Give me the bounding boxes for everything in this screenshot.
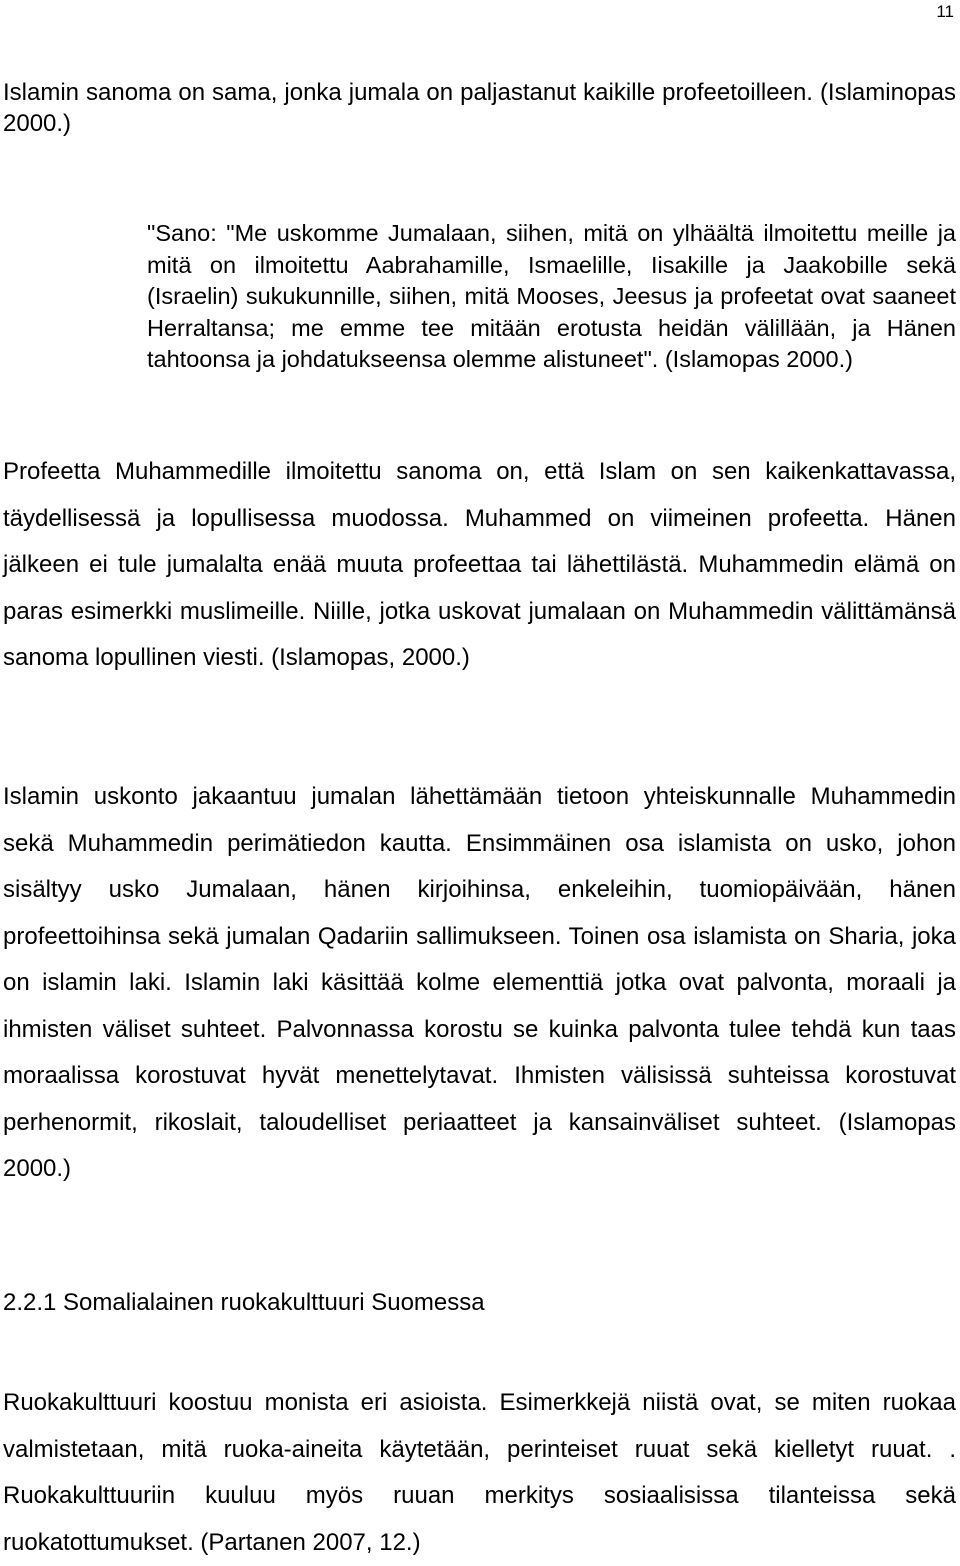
section-heading: 2.2.1 Somalialainen ruokakulttuuri Suomessa <box>3 1289 485 1316</box>
paragraph-islam-message: Islamin sanoma on sama, jonka jumala on paljastanut kaikille profeetoilleen. (Islaminopas 2000.) <box>3 79 956 137</box>
page-number: 11 <box>936 2 954 21</box>
block-quote: "Sano: "Me uskomme Jumalaan, siihen, mitä on ylhäältä ilmoitettu meille ja mitä on ilmoitettu Aabrahamille, Ismaelille, Iisakille ja Jaakobille sekä (Israelin) sukukunnille, siihen, mitä Mooses, Jeesus ja profeetat ovat saaneet Herraltansa; me emme tee mitään erotusta heidän välillään, ja Hänen tahtoonsa ja johdatukseensa olemme alistuneet". (Islamopas 2000.) <box>147 220 956 372</box>
paragraph-prophet-muhammed: Profeetta Muhammedille ilmoitettu sanoma on, että Islam on sen kaikenkattavassa, täydellisessä ja lopullisessa muodossa. Muhammed on viimeinen profeetta. Hänen jälkeen ei tule jumalalta enää muuta profeettaa tai lähettilästä. Muhammedin elämä on paras esimerkki muslimeille. Niille, jotka uskovat jumalaan on Muhammedin välittämänsä sanoma lopullinen viesti. (Islamopas, 2000.) <box>3 458 956 671</box>
paragraph-food-culture: Ruokakulttuuri koostuu monista eri asioista. Esimerkkejä niistä ovat, se miten ruokaa valmistetaan, mitä ruoka-aineita käytetään, perinteiset ruuat sekä kielletyt ruuat. . Ruokakulttuuriin kuuluu myös ruuan merkitys sosiaalisissa tilanteissa sekä ruokatottumukset. (Partanen 2007, 12.) <box>3 1389 956 1556</box>
paragraph-islam-religion: Islamin uskonto jakaantuu jumalan lähettämään tietoon yhteiskunnalle Muhammedin sekä Muhammedin perimätiedon kautta. Ensimmäinen osa islamista on usko, johon sisältyy usko Jumalaan, hänen kirjoihinsa, enkeleihin, tuomiopäivään, hänen profeettoihinsa sekä jumalan Qadariin sallimukseen. Toinen osa islamista on Sharia, joka on islamin laki. Islamin laki käsittää kolme elementtiä jotka ovat palvonta, moraali ja ihmisten väliset suhteet. Palvonnassa korostu se kuinka palvonta tulee tehdä kun taas moraalissa korostuvat hyvät menettelytavat. Ihmisten välisissä suhteissa korostuvat perhenormit, rikoslait, taloudelliset periaatteet ja kansainväliset suhteet. (Islamopas 2000.) <box>3 783 956 1182</box>
